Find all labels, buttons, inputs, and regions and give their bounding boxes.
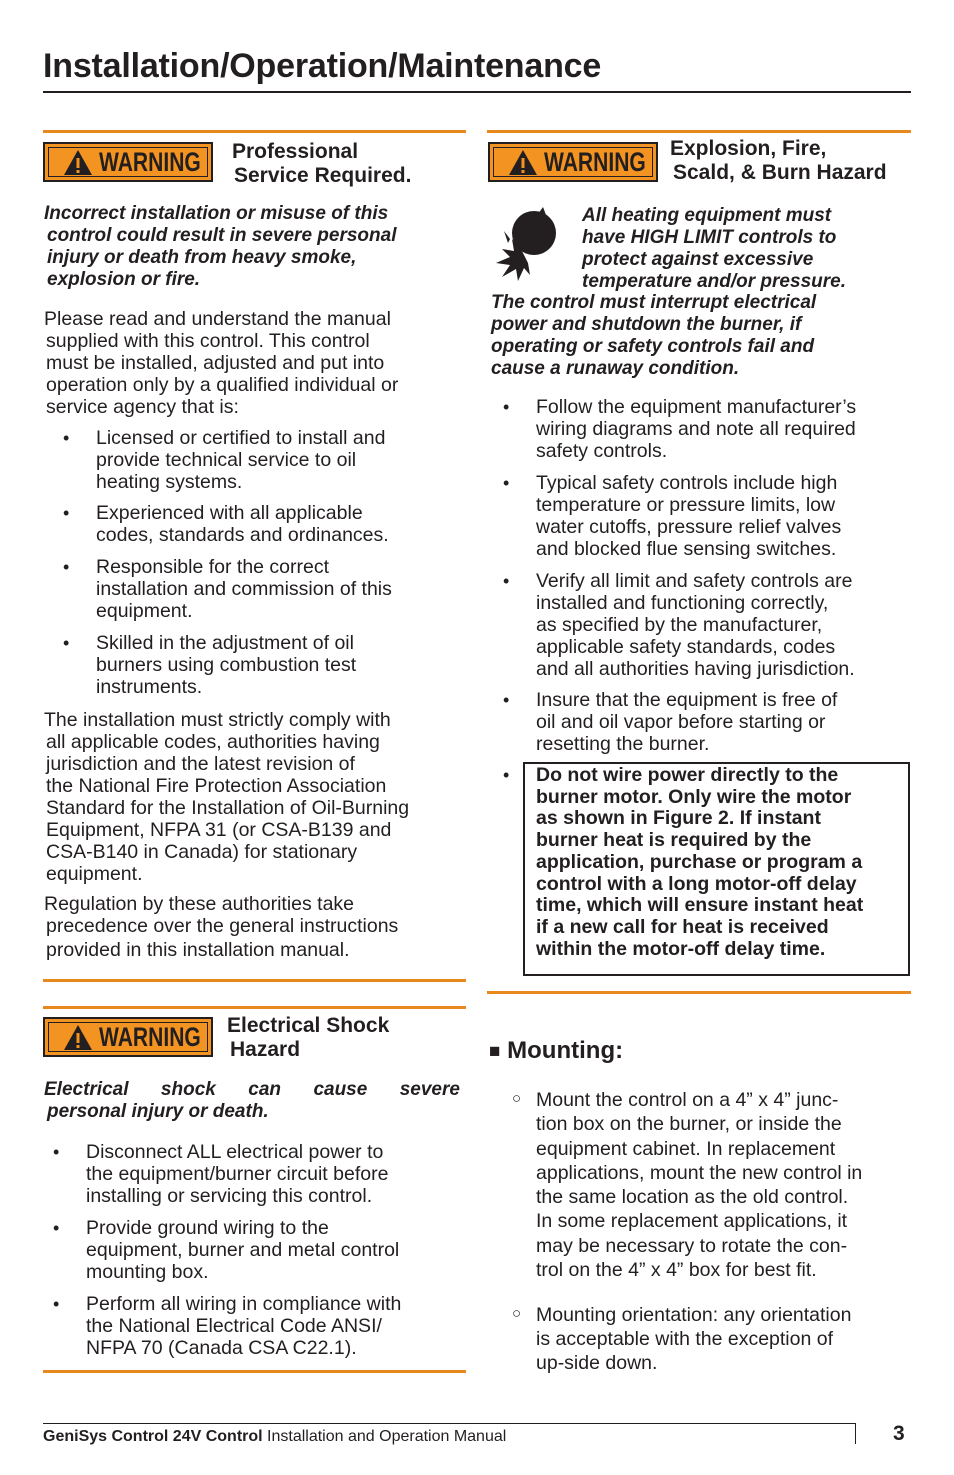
warning-triangle-icon xyxy=(508,149,538,176)
section-rule xyxy=(43,1370,466,1373)
section-rule xyxy=(43,130,466,133)
electrical-title: Electrical Shock Hazard xyxy=(227,1014,390,1061)
professional-warning-text: Incorrect installation or misuse of this control could result in severe personal injury or death from heavy smoke, explosion or fire. xyxy=(44,203,397,290)
high-limit-text: All heating equipment must have HIGH LIMIT controls to protect against excessive temperature and/or pressure. xyxy=(582,205,846,292)
footer-divider xyxy=(855,1423,856,1444)
mounting-heading: ■ Mounting: xyxy=(489,1037,624,1064)
electrical-warning-text: Electrical shock can cause severe personal injury or death. xyxy=(44,1079,460,1122)
section-rule xyxy=(487,130,911,133)
section-rule xyxy=(43,1006,466,1009)
page-title: Installation/Operation/Maintenance xyxy=(43,47,602,85)
explosion-bullets xyxy=(500,396,856,755)
footer-text: GeniSys Control 24V Control Installation and Operation Manual xyxy=(43,1428,507,1445)
list-item: • Disconnect ALL electrical power to the equipment/burner circuit before installing or servicing this control. xyxy=(53,1141,389,1207)
list-item: • Insure that the equipment is free of oil and oil vapor before starting or resetting the burner. xyxy=(503,689,838,755)
warning-badge xyxy=(43,1017,213,1057)
interrupt-power-text: The control must interrupt electrical power and shutdown the burner, if operating or safety controls fail and cause a runaway condition. xyxy=(491,292,817,379)
explosion-title: Explosion, Fire, Scald, & Burn Hazard xyxy=(670,137,887,184)
professional-bullets xyxy=(60,427,392,698)
professional-intro: Please read and understand the manual supplied with this control. This control must be installed, adjusted and put into operation only by a qualified individual or service agency that is: xyxy=(44,308,399,418)
list-item: • Provide ground wiring to the equipment, burner and metal control mounting box. xyxy=(53,1217,400,1283)
regulation-paragraph: Regulation by these authorities take precedence over the general instructions provided in this installation manual. xyxy=(44,893,399,961)
list-item: • Typical safety controls include high temperature or pressure limits, low water cutoffs, pressure relief valves and blocked flue sensing switches. xyxy=(503,472,842,560)
page-number: 3 xyxy=(893,1422,905,1445)
compliance-paragraph: The installation must strictly comply with all applicable codes, authorities having jurisdiction and the latest revision of the National Fire Protection Association Standard for the Installation of Oil-Burning Equipment, NFPA 31 (or CSA-B139 and CSA-B140 in Canada) for stationary equipment. xyxy=(44,709,410,885)
list-item: • Perform all wiring in compliance with the National Electrical Code ANSI/ NFPA 70 (Canada CSA C22.1). xyxy=(53,1293,402,1359)
warning-label: WARNING xyxy=(544,146,646,177)
circle-bullet: ○ xyxy=(512,1305,522,1322)
warning-badge xyxy=(488,142,658,182)
professional-title: Professional Service Required. xyxy=(232,140,412,187)
section-rule xyxy=(487,991,911,994)
warning-badge xyxy=(43,142,213,182)
electrical-bullets xyxy=(50,1141,401,1359)
list-item: • Verify all limit and safety controls are installed and functioning correctly, as specified by the manufacturer, applicable safety standards, codes and all authorities having jurisdiction. xyxy=(503,570,855,680)
circle-bullet: ○ xyxy=(512,1090,522,1107)
warning-label: WARNING xyxy=(99,146,201,177)
list-item: • Licensed or certified to install and provide technical service to oil heating systems. xyxy=(63,427,386,493)
square-bullet-icon: ■ xyxy=(489,1041,501,1062)
warning-triangle-icon xyxy=(63,1024,93,1051)
mounting-item: Mounting orientation: any orientation is acceptable with the exception of up-side down. xyxy=(536,1304,852,1374)
list-item: • Responsible for the correct installation and commission of this equipment. xyxy=(63,556,392,622)
explosion-icon xyxy=(490,205,568,283)
list-item: • Experienced with all applicable codes, standards and ordinances. xyxy=(63,502,389,546)
mounting-item: Mount the control on a 4” x 4” junc- tion box on the burner, or inside the equipment cabinet. In replacement applications, mount the new control in the same location as the old control. In some replacement applications, it may be necessary to rotate the con- trol on the 4” x 4” box for best fit. xyxy=(536,1089,863,1282)
list-item: • Follow the equipment manufacturer’s wiring diagrams and note all required safety controls. xyxy=(503,396,857,462)
footer-rule xyxy=(43,1423,856,1424)
bullet: • xyxy=(503,765,510,785)
title-rule xyxy=(43,91,911,93)
list-item: • Skilled in the adjustment of oil burners using combustion test instruments. xyxy=(63,632,357,698)
section-rule xyxy=(43,979,466,982)
warning-label: WARNING xyxy=(99,1021,201,1052)
boxed-note-text: Do not wire power directly to the burner motor. Only wire the motor as shown in Figure 2. If instant burner heat is required by the application, purchase or program a control with a long motor-off delay time, which will ensure instant heat if a new call for heat is received within the motor-off delay time. xyxy=(536,764,864,960)
warning-triangle-icon xyxy=(63,149,93,176)
